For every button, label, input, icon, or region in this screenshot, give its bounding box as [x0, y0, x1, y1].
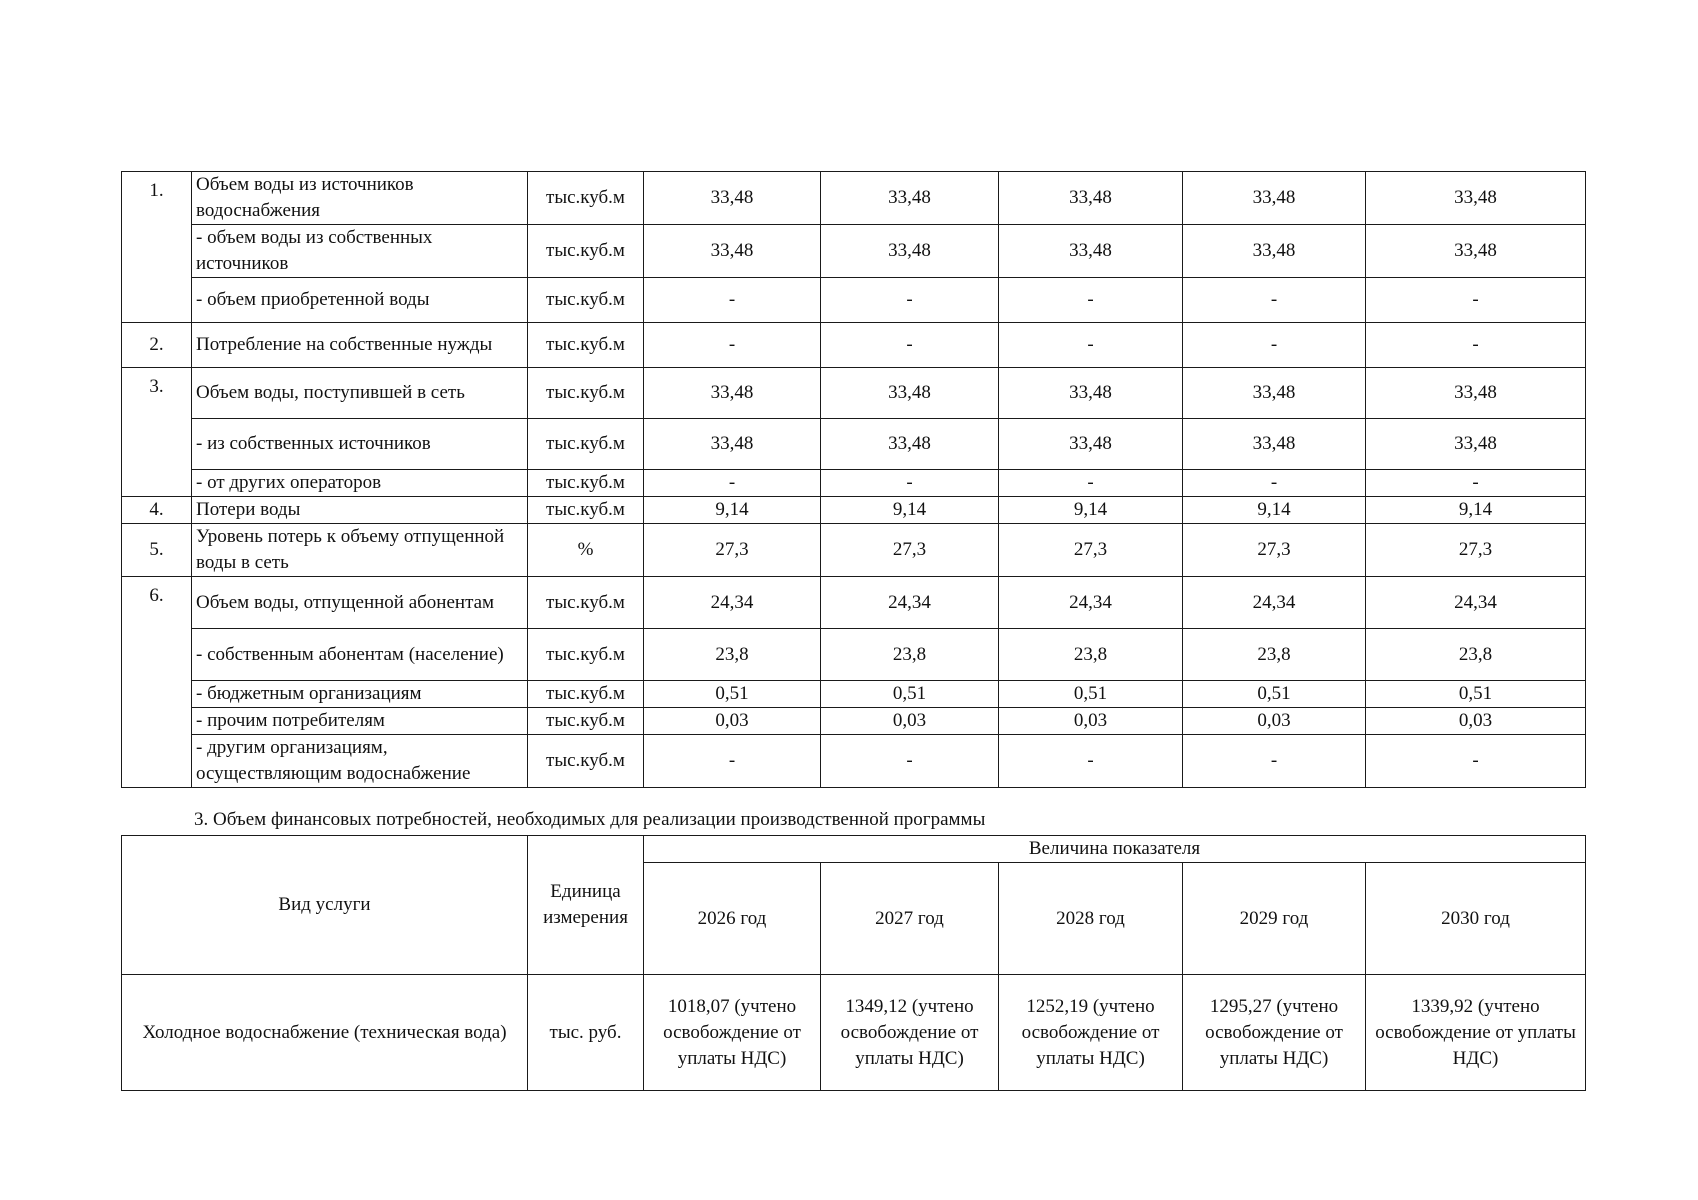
finance-value-cell: 1295,27 (учтено освобождение от уплаты НДС) — [1183, 975, 1366, 1091]
value-cell: - — [1366, 735, 1586, 788]
indicator-name-cell: Потребление на собственные нужды — [192, 323, 528, 368]
finance-value-cell: 1349,12 (учтено освобождение от уплаты НДС) — [821, 975, 999, 1091]
value-cell: - — [821, 470, 999, 497]
value-cell: 9,14 — [1183, 497, 1366, 524]
value-cell: 27,3 — [1183, 524, 1366, 577]
volume-row — [122, 735, 1586, 788]
value-cell: - — [1183, 470, 1366, 497]
value-cell: 33,48 — [644, 419, 821, 470]
value-cell: 9,14 — [821, 497, 999, 524]
value-cell: 23,8 — [1366, 629, 1586, 681]
value-cell: 24,34 — [644, 577, 821, 629]
indicator-name-cell: Потери воды — [192, 497, 528, 524]
unit-cell: тыс.куб.м — [528, 497, 644, 524]
value-cell: 27,3 — [1366, 524, 1586, 577]
indicator-name-cell: - бюджетным организациям — [192, 681, 528, 708]
indicator-name-cell: Объем воды из источников водоснабжения — [192, 172, 528, 225]
unit-cell: тыс.куб.м — [528, 172, 644, 225]
value-cell: 0,51 — [1366, 681, 1586, 708]
finance-value-cell: 1252,19 (учтено освобождение от уплаты НДС) — [999, 975, 1183, 1091]
value-cell: 27,3 — [644, 524, 821, 577]
unit-cell: тыс.куб.м — [528, 681, 644, 708]
value-cell: - — [644, 278, 821, 323]
value-cell: - — [999, 735, 1183, 788]
year-header-cell: 2026 год — [644, 863, 821, 975]
value-cell: 23,8 — [821, 629, 999, 681]
value-cell: 24,34 — [821, 577, 999, 629]
value-cell: - — [1366, 470, 1586, 497]
finance-header-row — [122, 836, 1586, 863]
value-cell: - — [999, 278, 1183, 323]
row-number-cell: 4. — [122, 497, 192, 524]
value-cell: 0,03 — [1366, 708, 1586, 735]
unit-cell: тыс.куб.м — [528, 225, 644, 278]
value-cell: - — [821, 735, 999, 788]
unit-cell: тыс.куб.м — [528, 323, 644, 368]
value-cell: - — [1366, 278, 1586, 323]
value-cell: 24,34 — [1183, 577, 1366, 629]
value-cell: 33,48 — [1183, 172, 1366, 225]
finance-section-caption: 3. Объем финансовых потребностей, необходимых для реализации производственной программы — [194, 809, 986, 830]
value-cell: 33,48 — [644, 225, 821, 278]
year-header-cell: 2030 год — [1366, 863, 1586, 975]
value-cell: 9,14 — [999, 497, 1183, 524]
service-header-cell: Вид услуги — [122, 836, 528, 975]
water-volume-table — [121, 171, 1586, 788]
value-cell: 33,48 — [1366, 419, 1586, 470]
value-cell: 33,48 — [1366, 368, 1586, 419]
unit-cell: тыс.куб.м — [528, 629, 644, 681]
value-cell: 23,8 — [999, 629, 1183, 681]
indicator-header-cell: Величина показателя — [644, 836, 1586, 863]
unit-cell: тыс. руб. — [528, 975, 644, 1091]
volume-row — [122, 577, 1586, 629]
value-cell: - — [1183, 278, 1366, 323]
value-cell: 33,48 — [1183, 368, 1366, 419]
unit-cell: тыс.куб.м — [528, 708, 644, 735]
service-name-cell: Холодное водоснабжение (техническая вода) — [122, 975, 528, 1091]
value-cell: - — [821, 323, 999, 368]
value-cell: 33,48 — [821, 172, 999, 225]
value-cell: 33,48 — [821, 225, 999, 278]
value-cell: 0,51 — [821, 681, 999, 708]
indicator-name-cell: - от других операторов — [192, 470, 528, 497]
value-cell: 0,03 — [821, 708, 999, 735]
value-cell: 23,8 — [1183, 629, 1366, 681]
value-cell: 33,48 — [999, 368, 1183, 419]
finance-value-cell: 1018,07 (учтено освобождение от уплаты НДС) — [644, 975, 821, 1091]
indicator-name-cell: Уровень потерь к объему отпущенной воды в сеть — [192, 524, 528, 577]
value-cell: 27,3 — [821, 524, 999, 577]
row-number-cell: 3. — [122, 368, 192, 497]
value-cell: - — [1183, 323, 1366, 368]
value-cell: 9,14 — [1366, 497, 1586, 524]
finance-data-row — [122, 975, 1586, 1091]
volume-row — [122, 172, 1586, 225]
indicator-name-cell: Объем воды, поступившей в сеть — [192, 368, 528, 419]
unit-cell: % — [528, 524, 644, 577]
value-cell: 33,48 — [644, 368, 821, 419]
value-cell: 24,34 — [999, 577, 1183, 629]
value-cell: 24,34 — [1366, 577, 1586, 629]
value-cell: - — [1183, 735, 1366, 788]
volume-row — [122, 629, 1586, 681]
indicator-name-cell: - из собственных источников — [192, 419, 528, 470]
value-cell: 33,48 — [821, 419, 999, 470]
indicator-name-cell: - объем воды из собственных источников — [192, 225, 528, 278]
year-header-cell: 2029 год — [1183, 863, 1366, 975]
unit-cell: тыс.куб.м — [528, 735, 644, 788]
volume-row — [122, 497, 1586, 524]
unit-header-cell: Единица измерения — [528, 836, 644, 975]
indicator-name-cell: Объем воды, отпущенной абонентам — [192, 577, 528, 629]
unit-cell: тыс.куб.м — [528, 577, 644, 629]
value-cell: 0,51 — [1183, 681, 1366, 708]
value-cell: 33,48 — [644, 172, 821, 225]
volume-row — [122, 470, 1586, 497]
unit-cell: тыс.куб.м — [528, 278, 644, 323]
year-header-cell: 2027 год — [821, 863, 999, 975]
value-cell: 33,48 — [1366, 172, 1586, 225]
value-cell: 33,48 — [999, 172, 1183, 225]
value-cell: 0,03 — [999, 708, 1183, 735]
value-cell: - — [999, 470, 1183, 497]
finance-table — [121, 835, 1586, 1091]
value-cell: 9,14 — [644, 497, 821, 524]
value-cell: 0,03 — [644, 708, 821, 735]
indicator-name-cell: - прочим потребителям — [192, 708, 528, 735]
value-cell: 33,48 — [1183, 419, 1366, 470]
volume-row — [122, 681, 1586, 708]
value-cell: 27,3 — [999, 524, 1183, 577]
volume-row — [122, 368, 1586, 419]
indicator-name-cell: - собственным абонентам (население) — [192, 629, 528, 681]
unit-cell: тыс.куб.м — [528, 470, 644, 497]
unit-cell: тыс.куб.м — [528, 419, 644, 470]
value-cell: 23,8 — [644, 629, 821, 681]
value-cell: - — [821, 278, 999, 323]
value-cell: - — [999, 323, 1183, 368]
value-cell: 33,48 — [821, 368, 999, 419]
value-cell: 0,03 — [1183, 708, 1366, 735]
value-cell: 33,48 — [999, 419, 1183, 470]
row-number-cell: 2. — [122, 323, 192, 368]
year-header-cell: 2028 год — [999, 863, 1183, 975]
volume-row — [122, 323, 1586, 368]
row-number-cell: 1. — [122, 172, 192, 323]
volume-row — [122, 278, 1586, 323]
value-cell: 0,51 — [644, 681, 821, 708]
value-cell: - — [644, 470, 821, 497]
row-number-cell: 5. — [122, 524, 192, 577]
value-cell: - — [644, 735, 821, 788]
value-cell: 33,48 — [1366, 225, 1586, 278]
finance-value-cell: 1339,92 (учтено освобождение от уплаты НДС) — [1366, 975, 1586, 1091]
value-cell: 33,48 — [1183, 225, 1366, 278]
value-cell: - — [1366, 323, 1586, 368]
volume-row — [122, 419, 1586, 470]
value-cell: 0,51 — [999, 681, 1183, 708]
volume-row — [122, 225, 1586, 278]
volume-row — [122, 708, 1586, 735]
unit-cell: тыс.куб.м — [528, 368, 644, 419]
water-volume-table-body — [122, 172, 1586, 788]
volume-row — [122, 524, 1586, 577]
indicator-name-cell: - объем приобретенной воды — [192, 278, 528, 323]
row-number-cell: 6. — [122, 577, 192, 788]
indicator-name-cell: - другим организациям, осуществляющим водоснабжение — [192, 735, 528, 788]
value-cell: - — [644, 323, 821, 368]
value-cell: 33,48 — [999, 225, 1183, 278]
